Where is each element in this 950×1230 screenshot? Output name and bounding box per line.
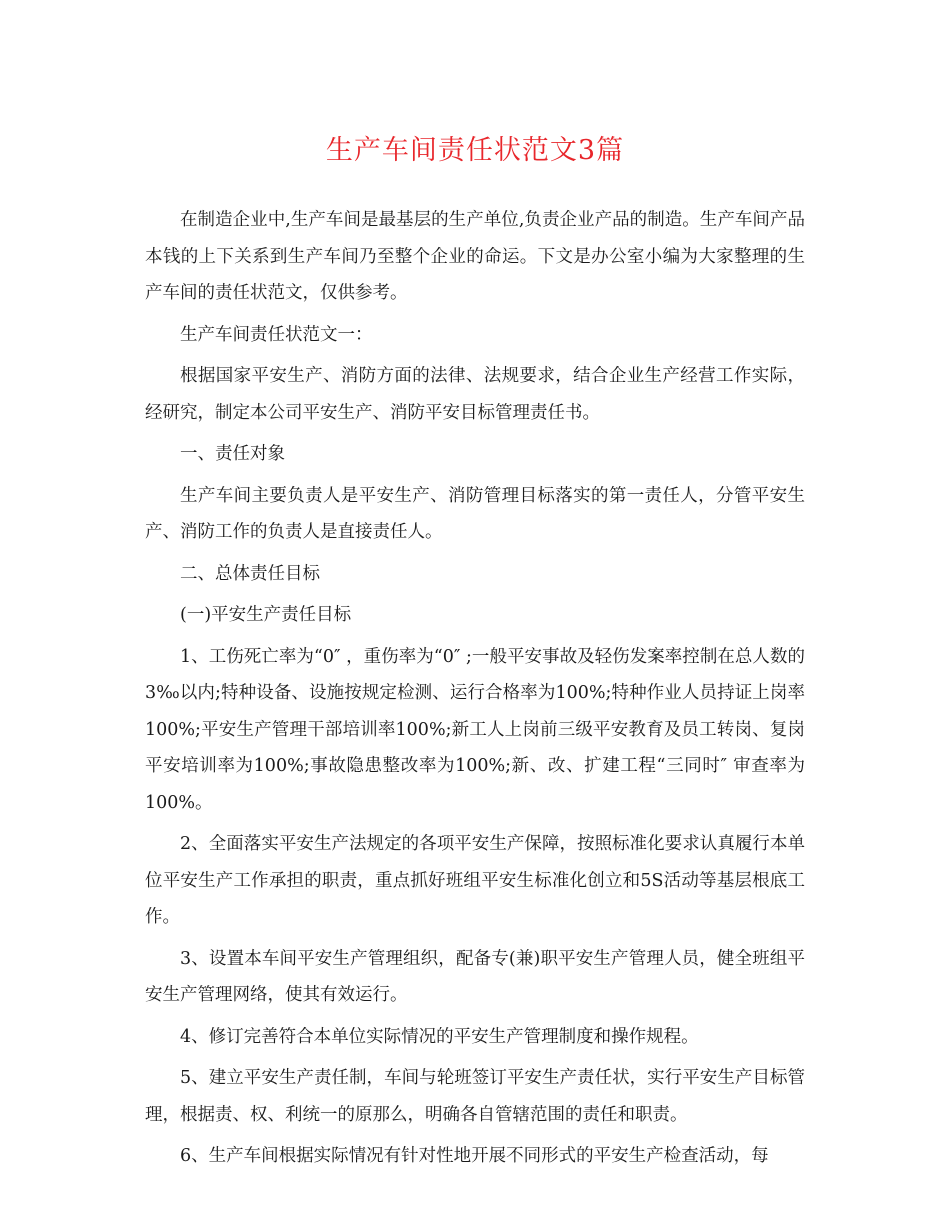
subsection-heading-safety-goals: (一)平安生产责任目标 bbox=[180, 605, 352, 625]
document-body bbox=[145, 202, 805, 1180]
list-item-4: 4、修订完善符合本单位实际情况的平安生产管理制度和操作规程。 bbox=[180, 1026, 699, 1047]
paragraph-heading-sample-one: 生产车间责任状范文一： bbox=[180, 324, 373, 345]
list-item-2: 2、全面落实平安生产法规定的各项平安生产保障，按照标准化要求认真履行本单位平安生产工作承担的职责，重点抓好班组平安生标准化创立和5S活动等基层根底工作。 bbox=[145, 834, 805, 927]
paragraph-intro: 在制造企业中,生产车间是最基层的生产单位,负责企业产品的制造。生产车间产品本钱的上下关系到生产车间乃至整个企业的命运。下文是办公室小编为大家整理的生产车间的责任状范文，仅供参考。 bbox=[145, 210, 805, 303]
list-item-3: 3、设置本车间平安生产管理组织，配备专(兼)职平安生产管理人员，健全班组平安生产管理网络，使其有效运行。 bbox=[145, 948, 805, 1005]
section-heading-responsibility-object: 一、责任对象 bbox=[180, 444, 285, 464]
paragraph-responsible-persons: 生产车间主要负责人是平安生产、消防管理目标落实的第一责任人，分管平安生产、消防工作的负责人是直接责任人。 bbox=[145, 485, 805, 542]
list-item-5: 5、建立平安生产责任制，车间与轮班签订平安生产责任状，实行平安生产目标管理，根据责、权、利统一的原那么，明确各自管辖范围的责任和职责。 bbox=[145, 1068, 805, 1125]
paragraph-basis: 根据国家平安生产、消防方面的法律、法规要求，结合企业生产经营工作实际，经研究，制定本公司平安生产、消防平安目标管理责任书。 bbox=[145, 366, 805, 423]
section-heading-overall-goals: 二、总体责任目标 bbox=[180, 563, 320, 584]
list-item-6: 6、生产车间根据实际情况有针对性地开展不同形式的平安生产检查活动，每 bbox=[180, 1146, 769, 1166]
list-item-1: 1、工伤死亡率为“0″ ，重伤率为“0″ ;一般平安事故及轻伤发案率控制在总人数的3‰以内;特种设备、设施按规定检测、运行合格率为100%;特种作业人员持证上岗率100%;平安生产管理干部培训率100%;新工人上岗前三级平安教育及员工转岗、复岗平安培训率为100%;事故隐患整改率为100%;新、改、扩建工程“三同时″ 审查率为100%。 bbox=[145, 646, 805, 813]
document-title: 生产车间责任状范文3篇 bbox=[325, 135, 625, 166]
